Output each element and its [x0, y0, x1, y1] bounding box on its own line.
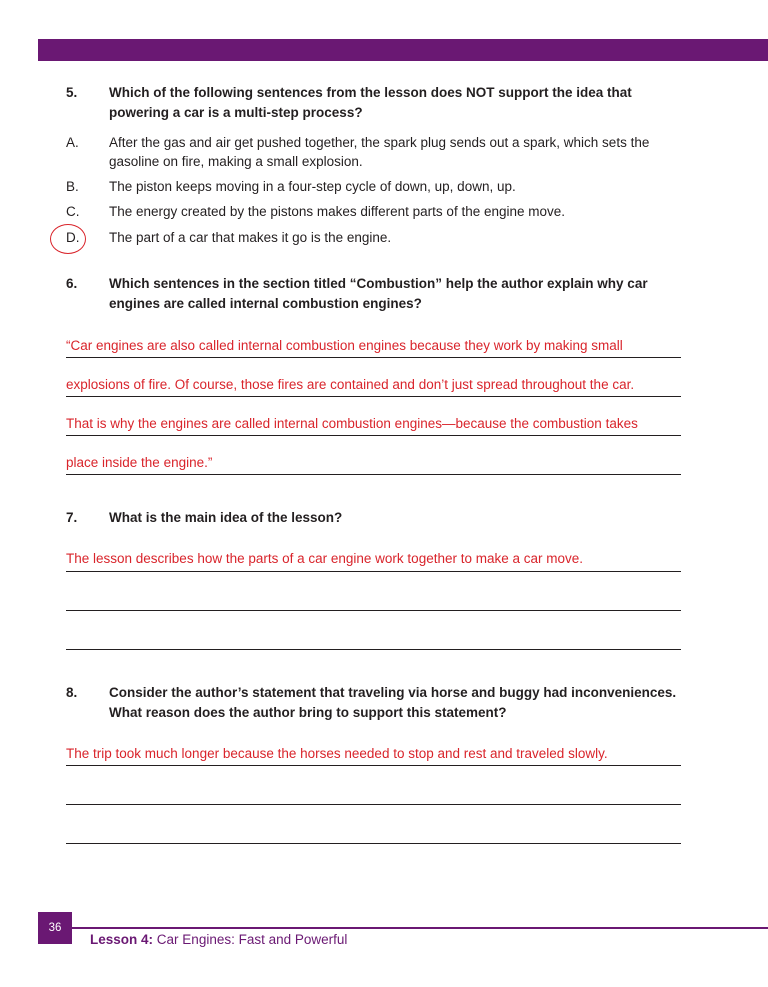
option-letter: D. — [66, 230, 80, 245]
answer-q6-line-2: explosions of fire. Of course, those fires are contained and don’t just spread throughout the car. — [66, 377, 635, 392]
answer-line — [66, 571, 681, 572]
option-text: The part of a car that makes it go is the engine. — [109, 230, 392, 245]
option-d — [66, 228, 686, 247]
option-a — [66, 133, 686, 171]
question-8 — [66, 683, 686, 723]
option-c — [66, 202, 686, 221]
question-text: What is the main idea of the lesson? — [109, 510, 343, 525]
question-7 — [66, 508, 686, 528]
question-text: Which of the following sentences from the lesson does NOT support the idea that powering a car is a multi-step process? — [109, 85, 632, 120]
answer-q8: The trip took much longer because the horses needed to stop and rest and traveled slowly. — [66, 746, 608, 761]
question-number: 5. — [66, 85, 78, 100]
footer-lesson-title — [90, 932, 347, 947]
answer-q7: The lesson describes how the parts of a car engine work together to make a car move. — [66, 551, 584, 566]
answer-line — [66, 435, 681, 436]
lesson-title: Car Engines: Fast and Powerful — [156, 932, 348, 947]
option-text: The piston keeps moving in a four-step cycle of down, up, down, up. — [109, 179, 516, 194]
question-5 — [66, 83, 686, 123]
option-letter: B. — [66, 179, 79, 194]
answer-line — [66, 357, 681, 358]
option-letter: C. — [66, 204, 80, 219]
question-number: 6. — [66, 276, 78, 291]
option-text: The energy created by the pistons makes different parts of the engine move. — [109, 204, 566, 219]
header-bar — [38, 39, 768, 61]
question-text: Consider the author’s statement that traveling via horse and buggy had inconveniences. What reason does the author bring to support this statement? — [109, 685, 677, 720]
answer-line — [66, 610, 681, 611]
selected-answer-circle — [50, 224, 86, 254]
answer-q6-line-1: “Car engines are also called internal combustion engines because they work by making small — [66, 338, 623, 353]
answer-line — [66, 474, 681, 475]
question-number: 7. — [66, 510, 78, 525]
answer-line — [66, 649, 681, 650]
question-number: 8. — [66, 685, 78, 700]
option-letter: A. — [66, 135, 79, 150]
answer-q6-line-4: place inside the engine.” — [66, 455, 213, 470]
page-number: 36 — [38, 912, 72, 944]
option-text: After the gas and air get pushed together, the spark plug sends out a spark, which sets the gasoline on fire, making a small explosion. — [109, 135, 650, 169]
answer-line — [66, 765, 681, 766]
answer-line — [66, 843, 681, 844]
answer-line — [66, 804, 681, 805]
answer-line — [66, 396, 681, 397]
lesson-label: Lesson 4: — [90, 932, 154, 947]
answer-q6-line-3: That is why the engines are called internal combustion engines—because the combustion takes — [66, 416, 638, 431]
option-b — [66, 177, 686, 196]
question-6 — [66, 274, 686, 314]
question-text: Which sentences in the section titled “Combustion” help the author explain why car engines are called internal combustion engines? — [109, 276, 648, 311]
footer-rule — [72, 927, 768, 929]
